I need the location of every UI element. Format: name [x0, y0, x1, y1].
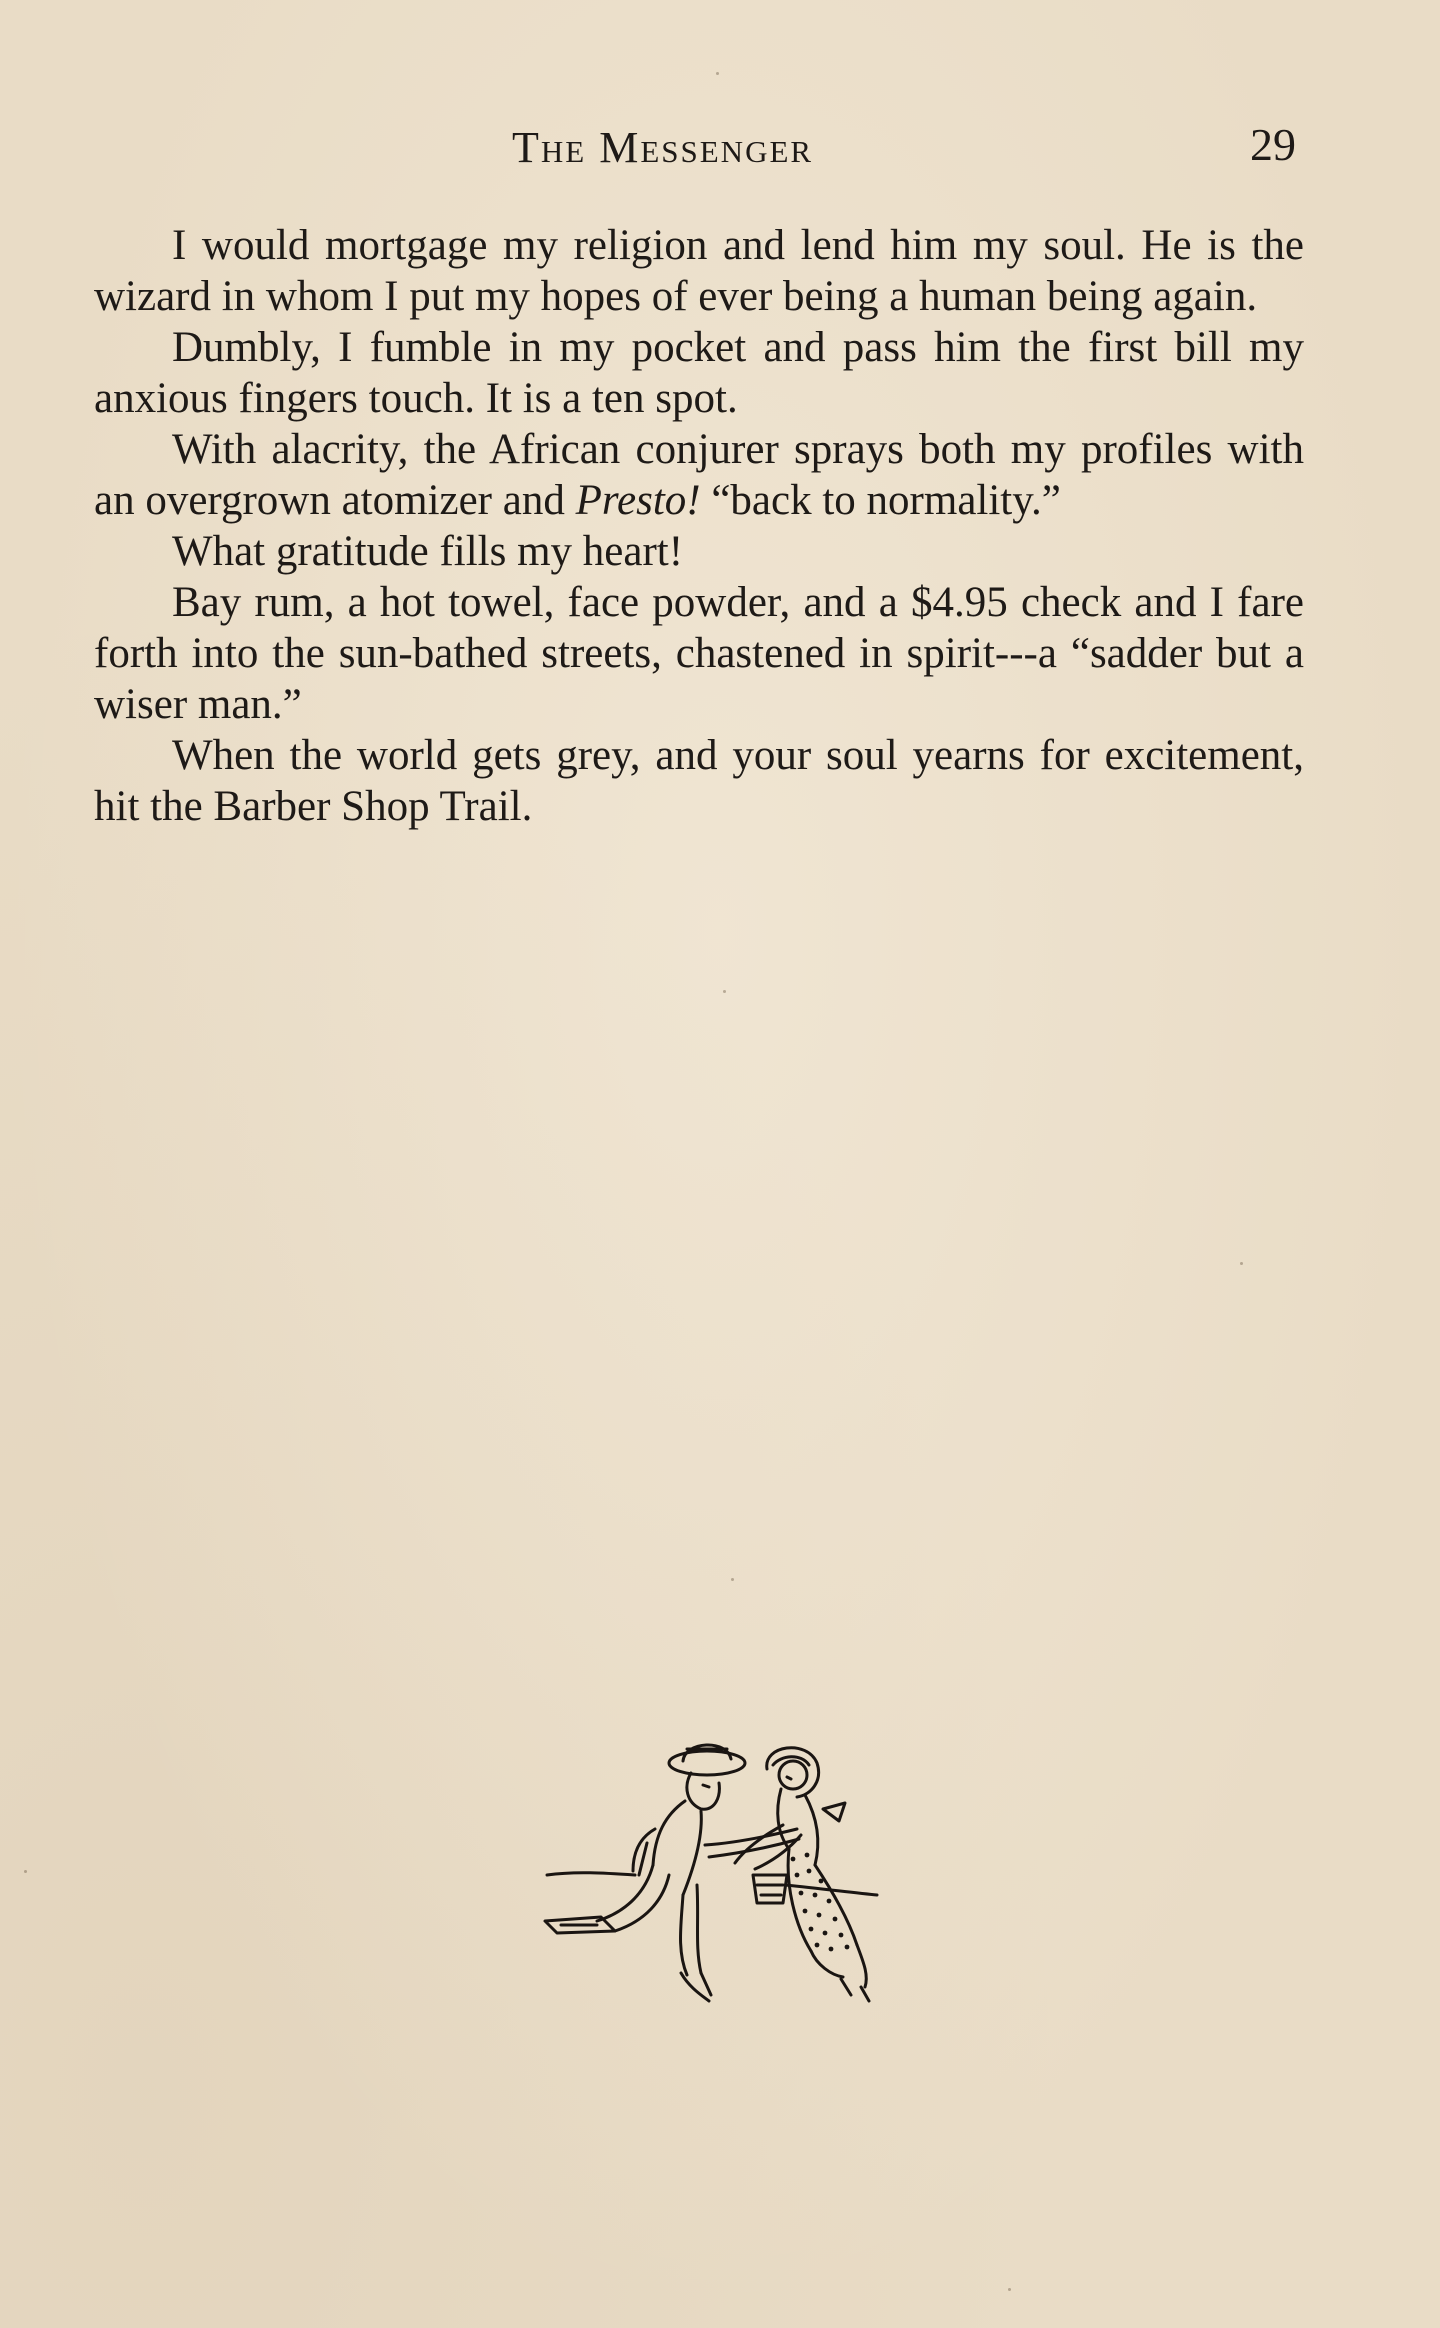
running-head — [0, 118, 1440, 178]
paragraph-text: Dumbly, I fumble in my pocket and pass him the first bill my anxious fingers touch. It is a ten spot. — [94, 324, 1304, 422]
paragraph-text: I would mortgage my religion and lend him my soul. He is the wizard in whom I put my hopes of ever being a human being again. — [94, 222, 1304, 320]
page-number: 29 — [1250, 119, 1296, 170]
paper-speck — [723, 990, 726, 993]
paragraph — [94, 730, 1304, 832]
paper-speck — [716, 72, 719, 75]
paragraph-text: Bay rum, a hot towel, face powder, and a $4.95 check and I fare forth into the sun-bathed streets, chastened in spirit---a “sadder but a wiser man.” — [94, 579, 1304, 728]
couple-illustration-icon — [505, 1725, 905, 2025]
paper-speck — [731, 1578, 734, 1581]
paragraph-text: “back to normality.” — [700, 477, 1061, 524]
paragraph-text: With alacrity, the African conjurer sprays both my profiles with an overgrown atomizer and — [94, 426, 1304, 524]
body-text — [94, 220, 1304, 832]
paragraph — [94, 220, 1304, 322]
paper-speck — [24, 1870, 27, 1873]
paper-speck — [1008, 2288, 1011, 2291]
paragraph — [94, 322, 1304, 424]
paragraph — [94, 577, 1304, 730]
paragraph — [94, 424, 1304, 526]
paragraph — [94, 526, 1304, 577]
paragraph-text: When the world gets grey, and your soul yearns for excitement, hit the Barber Shop Trail. — [94, 732, 1304, 830]
paragraph-text: What gratitude fills my heart! — [172, 528, 684, 575]
running-title: The Messenger — [512, 123, 814, 172]
paper-speck — [1240, 1262, 1243, 1265]
italic-phrase: Presto! — [575, 477, 701, 524]
